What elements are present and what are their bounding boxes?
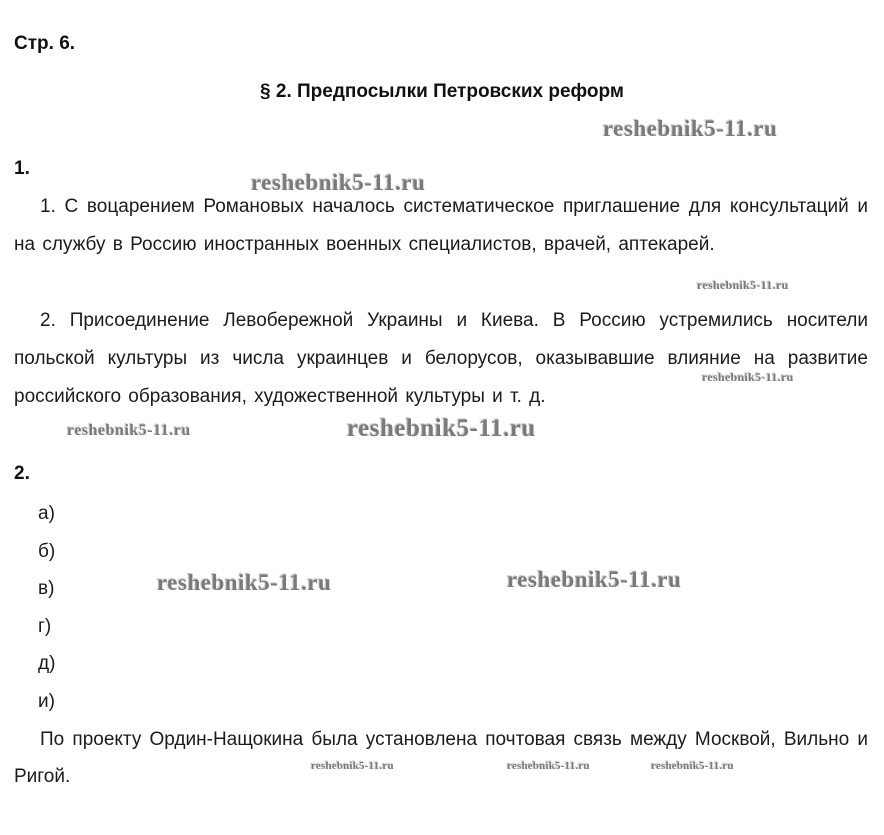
- list-item-v: в): [38, 578, 55, 600]
- list-item-b: б): [38, 540, 56, 562]
- watermark-text: reshebnik5-11.ru: [697, 278, 789, 292]
- section-heading: § 2. Предпосылки Петровских реформ: [260, 81, 624, 102]
- task-2-label: 2.: [14, 463, 30, 484]
- watermark-text: reshebnik5-11.ru: [251, 170, 426, 195]
- watermark-text: reshebnik5-11.ru: [507, 760, 590, 772]
- task-1-paragraph-1: 1. С воцарением Романовых началось систематическое приглашение для консультаций и на службу в Россию иностранных военных специалистов, врачей, аптекарей.: [14, 196, 868, 255]
- watermark-text: reshebnik5-11.ru: [651, 760, 734, 772]
- watermark-text: reshebnik5-11.ru: [702, 370, 794, 384]
- watermark-text: reshebnik5-11.ru: [347, 415, 536, 442]
- task-1-label: 1.: [14, 158, 30, 179]
- task-2-paragraph: По проекту Ордин-Нащокина была установлена почтовая связь между Москвой, Вильно и Ригой.: [14, 729, 868, 787]
- watermark-text: reshebnik5-11.ru: [507, 567, 682, 592]
- answer-option-list: [38, 495, 55, 721]
- list-item-a: а): [38, 503, 55, 524]
- task-1-paragraph-2: 2. Присоединение Левобережной Украины и Киева. В Россию устремились носители польской культуры из числа украинцев и белорусов, оказывавшие влияние на развитие российского образования, художественной культуры и т. д.: [14, 310, 868, 407]
- watermark-text: reshebnik5-11.ru: [311, 760, 394, 772]
- watermark-text: reshebnik5-11.ru: [603, 116, 778, 141]
- list-item-d: д): [38, 653, 56, 675]
- watermark-text: reshebnik5-11.ru: [67, 422, 191, 439]
- list-item-i: и): [38, 690, 55, 712]
- list-item-g: г): [38, 615, 52, 637]
- page-label: Стр. 6.: [14, 33, 76, 54]
- watermark-text: reshebnik5-11.ru: [157, 570, 332, 595]
